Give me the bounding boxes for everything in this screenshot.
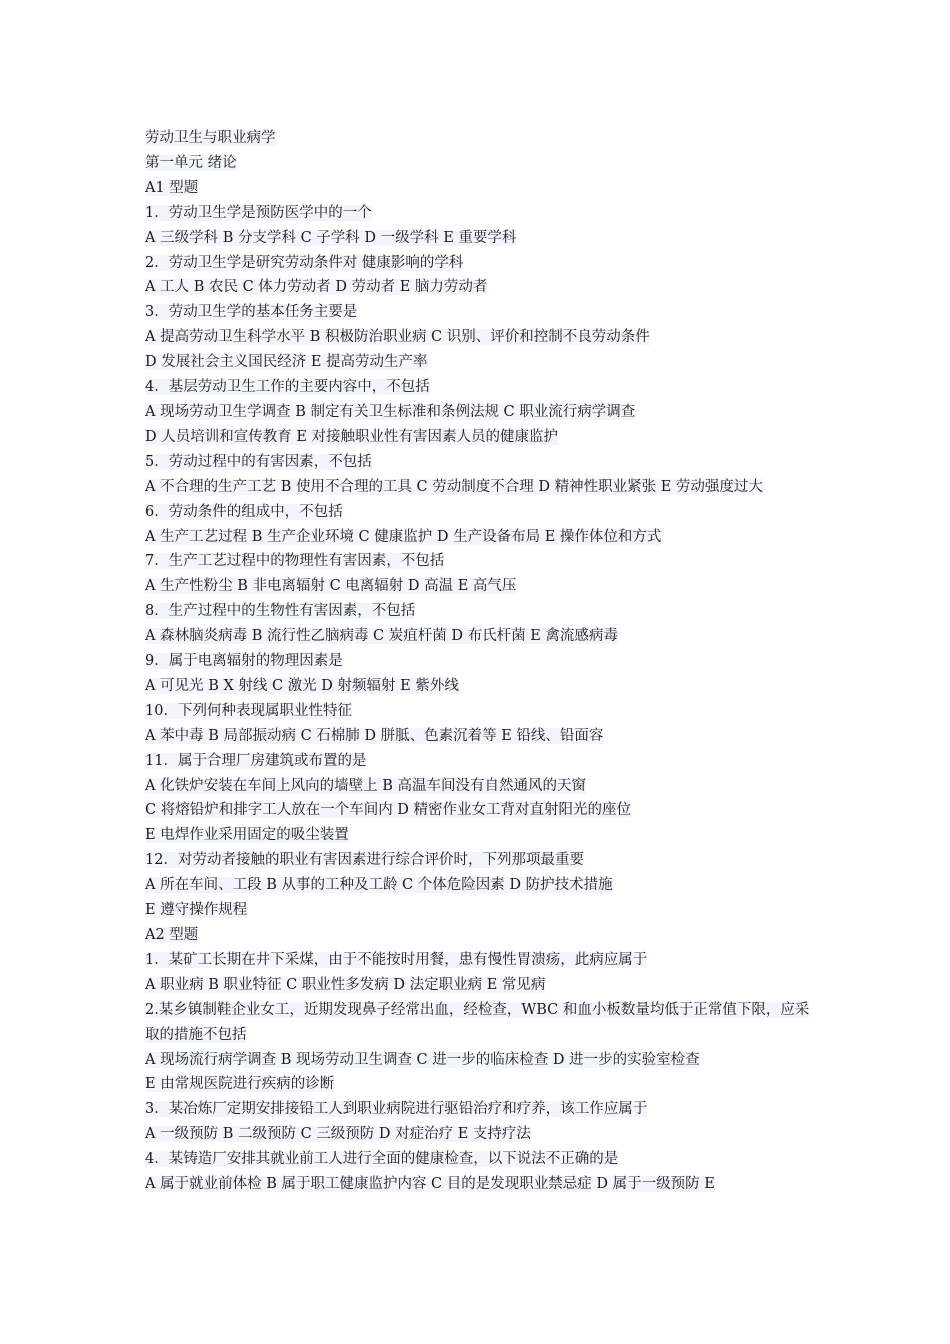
question-line: 2．劳动卫生学是研究劳动条件对 健康影响的学科 [145, 254, 464, 271]
options-line: E 电焊作业采用固定的吸尘装置 [145, 827, 349, 844]
options-line: A 一级预防 B 二级预防 C 三级预防 D 对症治疗 E 支持疗法 [145, 1126, 531, 1143]
options-line: A 现场流行病学调查 B 现场劳动卫生调查 C 进一步的临床检查 D 进一步的实验室检查 [145, 1051, 700, 1068]
options-line: E 遵守操作规程 [145, 902, 248, 919]
options-line: A 所在车间、工段 B 从事的工种及工龄 C 个体危险因素 D 防护技术措施 [145, 877, 613, 894]
section-heading: A2 型题 [145, 927, 199, 943]
question-line: 9．属于电离辐射的物理因素是 [145, 653, 343, 670]
options-line: A 生产工艺过程 B 生产企业环境 C 健康监护 D 生产设备布局 E 操作体位和方式 [145, 528, 662, 545]
options-line: A 属于就业前体检 B 属于职工健康监护内容 C 目的是发现职业禁忌症 D 属于一级预防 E [145, 1176, 715, 1193]
options-line: A 化铁炉安装在车间上风向的墙壁上 B 高温车间没有自然通风的天窗 [145, 777, 586, 794]
question-line: 4．基层劳动卫生工作的主要内容中，不包括 [145, 379, 430, 396]
question-line: 3．某冶炼厂定期安排接铅工人到职业病院进行驱铅治疗和疗养，该工作应属于 [145, 1101, 648, 1118]
question-line: 12．对劳动者接触的职业有害因素进行综合评价时，下列那项最重要 [145, 852, 584, 869]
options-line: A 森林脑炎病毒 B 流行性乙脑病毒 C 炭疽杆菌 D 布氏杆菌 E 禽流感病毒 [145, 628, 618, 645]
options-line: A 职业病 B 职业特征 C 职业性多发病 D 法定职业病 E 常见病 [145, 976, 546, 993]
document-body [145, 126, 810, 1197]
options-line: A 生产性粉尘 B 非电离辐射 C 电离辐射 D 高温 E 高气压 [145, 578, 517, 595]
document-title: 劳动卫生与职业病学 [145, 130, 276, 146]
question-line: 4．某铸造厂安排其就业前工人进行全面的健康检查，以下说法不正确的是 [145, 1151, 619, 1168]
question-line: 3．劳动卫生学的基本任务主要是 [145, 304, 358, 321]
question-line: 8．生产过程中的生物性有害因素，不包括 [145, 603, 416, 620]
options-line: C 将熔铅炉和排字工人放在一个车间内 D 精密作业女工背对直射阳光的座位 [145, 802, 632, 819]
options-line: D 发展社会主义国民经济 E 提高劳动生产率 [145, 354, 428, 371]
options-line: A 现场劳动卫生学调查 B 制定有关卫生标准和条例法规 C 职业流行病学调查 [145, 403, 636, 420]
options-line: A 不合理的生产工艺 B 使用不合理的工具 C 劳动制度不合理 D 精神性职业紧张 E 劳动强度过大 [145, 478, 763, 495]
question-line: 11．属于合理厂房建筑或布置的是 [145, 752, 367, 769]
options-line: E 由常规医院进行疾病的诊断 [145, 1076, 335, 1093]
options-line: A 提高劳动卫生科学水平 B 积极防治职业病 C 识别、评价和控制不良劳动条件 [145, 329, 650, 346]
question-line: 2.某乡镇制鞋企业女工，近期发现鼻子经常出血，经检查，WBC 和血小板数量均低于正常值下限，应采取的措施不包括 [145, 1001, 810, 1043]
options-line: A 工人 B 农民 C 体力劳动者 D 劳动者 E 脑力劳动者 [145, 279, 488, 296]
unit-heading: 第一单元 绪论 [145, 154, 237, 171]
options-line: A 三级学科 B 分支学科 C 子学科 D 一级学科 E 重要学科 [145, 229, 517, 246]
question-line: 1．劳动卫生学是预防医学中的一个 [145, 204, 372, 221]
options-line: D 人员培训和宣传教育 E 对接触职业性有害因素人员的健康监护 [145, 428, 559, 445]
options-line: A 苯中毒 B 局部振动病 C 石棉肺 D 胼胝、色素沉着等 E 铅线、铅面容 [145, 727, 604, 744]
options-line: A 可见光 B X 射线 C 激光 D 射频辐射 E 紫外线 [145, 677, 459, 694]
question-line: 7．生产工艺过程中的物理性有害因素，不包括 [145, 553, 445, 570]
question-line: 1．某矿工长期在井下采煤，由于不能按时用餐，患有慢性胃溃疡，此病应属于 [145, 951, 648, 968]
question-line: 6．劳动条件的组成中，不包括 [145, 503, 343, 520]
section-heading: A1 型题 [145, 179, 199, 196]
question-line: 5．劳动过程中的有害因素，不包括 [145, 453, 372, 470]
question-line: 10．下列何种表现属职业性特征 [145, 702, 352, 719]
